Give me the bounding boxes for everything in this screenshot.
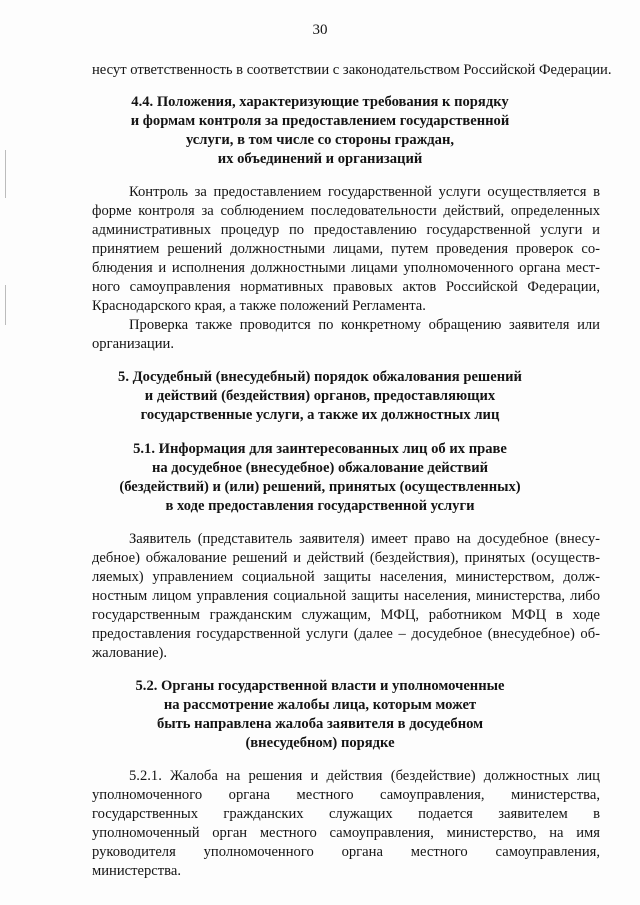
section-5-2-paragraph-line: государственных гражданских служащих подается заявителем в [92, 806, 600, 822]
section-5-1-paragraph-line: государственным гражданским служащим, МФЦ, работником МФЦ в ходе [92, 607, 600, 623]
section-5-2-paragraph-line: уполномоченный орган местного самоуправления, министерство, на имя [92, 825, 600, 841]
section-5-1-heading-line: в ходе предоставления государственной услуги [165, 498, 475, 514]
section-4-4-paragraph-line: принятием решений должностными лицами, путем проведения проверок со- [92, 241, 600, 257]
section-5-1-paragraph-line: ностным лицом управления социальной защиты населения, министерства, либо [92, 588, 600, 604]
section-5-heading-line: и действий (бездействия) органов, предоставляющих [144, 388, 496, 404]
section-4-4-paragraph-line: Контроль за предоставлением государственной услуги осуществляется в [129, 184, 600, 200]
section-5-1-paragraph-line: ляемых) управлением социальной защиты населения, министерством, долж- [92, 569, 600, 585]
section-4-4-paragraph-line: блюдения и исполнения должностными лицами уполномоченного органа мест- [92, 260, 600, 276]
section-5-2-paragraph-line: министерства. [92, 863, 181, 879]
section-4-4-heading-line: 4.4. Положения, характеризующие требования к порядку [131, 94, 509, 110]
section-5-1-heading-line: 5.1. Информация для заинтересованных лиц об их праве [133, 441, 507, 457]
section-4-4-heading-line: их объединений и организаций [217, 151, 423, 167]
section-4-4-paragraph-line: Проверка также проводится по конкретному обращению заявителя или [129, 317, 600, 333]
section-4-4-paragraph-line: административных процедур по предоставлению государственной услуги и [92, 222, 600, 238]
intro-line: несут ответственность в соответствии с законодательством Российской Федерации. [92, 62, 612, 78]
section-4-4-paragraph-line: организации. [92, 336, 174, 352]
section-4-4-heading-line: услуги, в том числе со стороны граждан, [185, 132, 455, 148]
section-5-1-heading-line: (бездействий) и (или) решений, принятых (осуществленных) [119, 479, 521, 495]
page-number: 30 [312, 22, 328, 38]
section-5-heading-line: государственные услуги, а также их должностных лиц [140, 407, 500, 423]
section-5-2-paragraph-line: 5.2.1. Жалоба на решения и действия (бездействие) должностных лиц [129, 768, 600, 784]
section-5-1-paragraph-line: жалование). [92, 645, 168, 661]
section-5-2-heading-line: (внесудебном) порядке [245, 735, 395, 751]
section-4-4-paragraph-line: Краснодарского края, а также положений Регламента. [92, 298, 426, 314]
section-5-2-heading-line: на рассмотрение жалобы лица, которым может [163, 697, 477, 713]
section-5-1-paragraph-line: Заявитель (представитель заявителя) имеет право на досудебное (внесу- [129, 531, 600, 547]
section-5-2-paragraph-line: уполномоченного органа местного самоуправления, министерства, [92, 787, 600, 803]
section-5-1-heading-line: на досудебное (внесудебное) обжалование действий [151, 460, 489, 476]
section-5-1-paragraph-line: предоставления государственной услуги (далее – досудебное (внесудебное) об- [92, 626, 600, 642]
section-5-2-paragraph-line: руководителя уполномоченного органа местного самоуправления, [92, 844, 600, 860]
section-4-4-paragraph-line: форме контроля за соблюдением последовательности действий, определенных [92, 203, 600, 219]
scan-margin-mark [5, 285, 6, 325]
section-5-2-heading-line: быть направлена жалоба заявителя в досудебном [156, 716, 484, 732]
section-5-2-heading-line: 5.2. Органы государственной власти и уполномоченные [135, 678, 505, 694]
section-4-4-heading-line: и формам контроля за предоставлением государственной [130, 113, 510, 129]
section-4-4-paragraph-line: ного самоуправления нормативных правовых актов Российской Федерации, [92, 279, 600, 295]
section-5-heading-line: 5. Досудебный (внесудебный) порядок обжалования решений [118, 369, 522, 385]
section-5-1-paragraph-line: дебное) обжалование решений и действий (бездействия), принятых (осуществ- [92, 550, 600, 566]
